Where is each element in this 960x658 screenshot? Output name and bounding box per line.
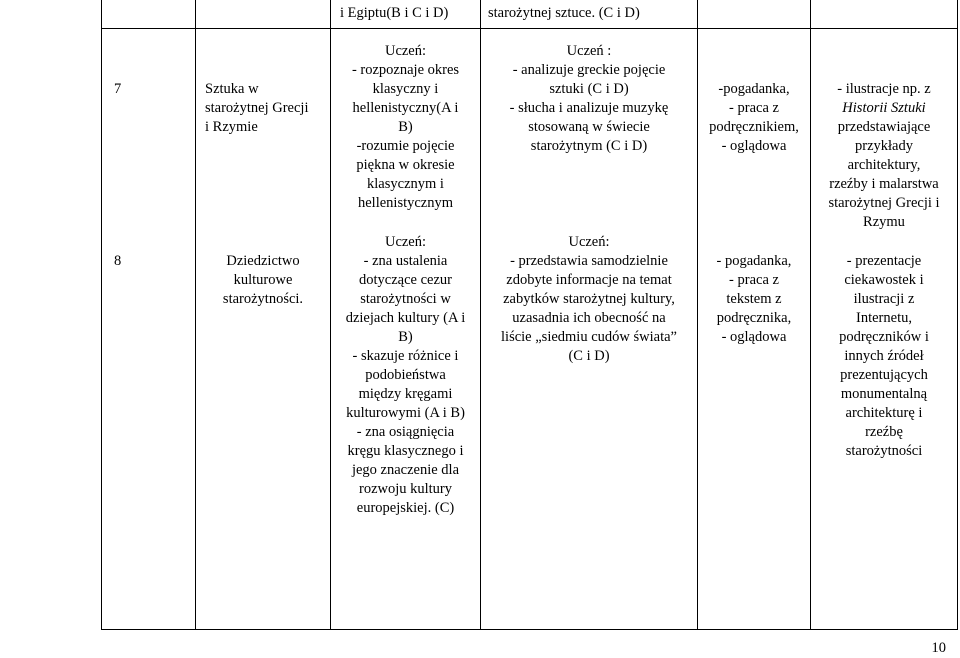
row-8-teaching-aids: - prezentacje ciekawostek i ilustracji z Internetu, podręczników i innych źródeł prezentujących monumentalną architekturę i rzeźbę starożytności [839,253,929,459]
row-7-aids-prefix: - ilustracje np. z [837,81,931,97]
row-divider-top [101,28,958,29]
table-border-right [957,0,958,630]
page-number: 10 [931,640,946,656]
row-8-activities: Uczeń: - przedstawia samodzielnie zdobyte informacje na temat zabytków starożytnej kultury, uzasadnia ich obecność na liście „siedmiu cudów świata” (C i D) [501,234,677,364]
column-divider-1 [195,0,196,630]
row-7-goals: Uczeń: - rozpoznaje okres klasyczny i hellenistyczny(A i B) -rozumie pojęcie piękna w okresie klasycznym i hellenistycznym [351,43,460,211]
row-8-number: 8 [114,253,122,269]
row-7-activities: Uczeń : - analizuje greckie pojęcie sztuki (C i D) - słucha i analizuje muzykę stosowaną w świecie starożytnym (C i D) [509,43,669,154]
row-7-number: 7 [114,81,122,97]
continued-activities-cell: starożytnej sztuce. (C i D) [488,5,640,21]
row-8-goals: Uczeń: - zna ustalenia dotyczące cezur starożytności w dziejach kultury (A i B) - skazuje różnice i podobieństwa między kręgami kulturowymi (A i B) - zna osiągnięcia kręgu klasycznego i jego znaczenie dla rozwoju kultury europejskiej. (C) [345,234,466,516]
row-7-teaching-aids [811,80,957,232]
row-7-aids-italic: Historii Sztuki [842,100,926,116]
table-border-left [101,0,102,630]
row-7-methods: -pogadanka, - praca z podręcznikiem, - oglądowa [709,81,799,154]
row-8-methods: - pogadanka, - praca z tekstem z podręcznika, - oglądowa [716,253,792,345]
table-border-bottom [101,629,958,630]
row-7-aids-rest: przedstawiające przykłady architektury, rzeźby i malarstwa starożytnej Grecji i Rzymu [828,119,940,230]
row-8-topic: Dziedzictwo kulturowe starożytności. [222,253,304,307]
continued-goals-cell: i Egiptu(B i C i D) [340,5,449,21]
row-7-topic: Sztuka w starożytnej Grecji i Rzymie [205,81,309,135]
